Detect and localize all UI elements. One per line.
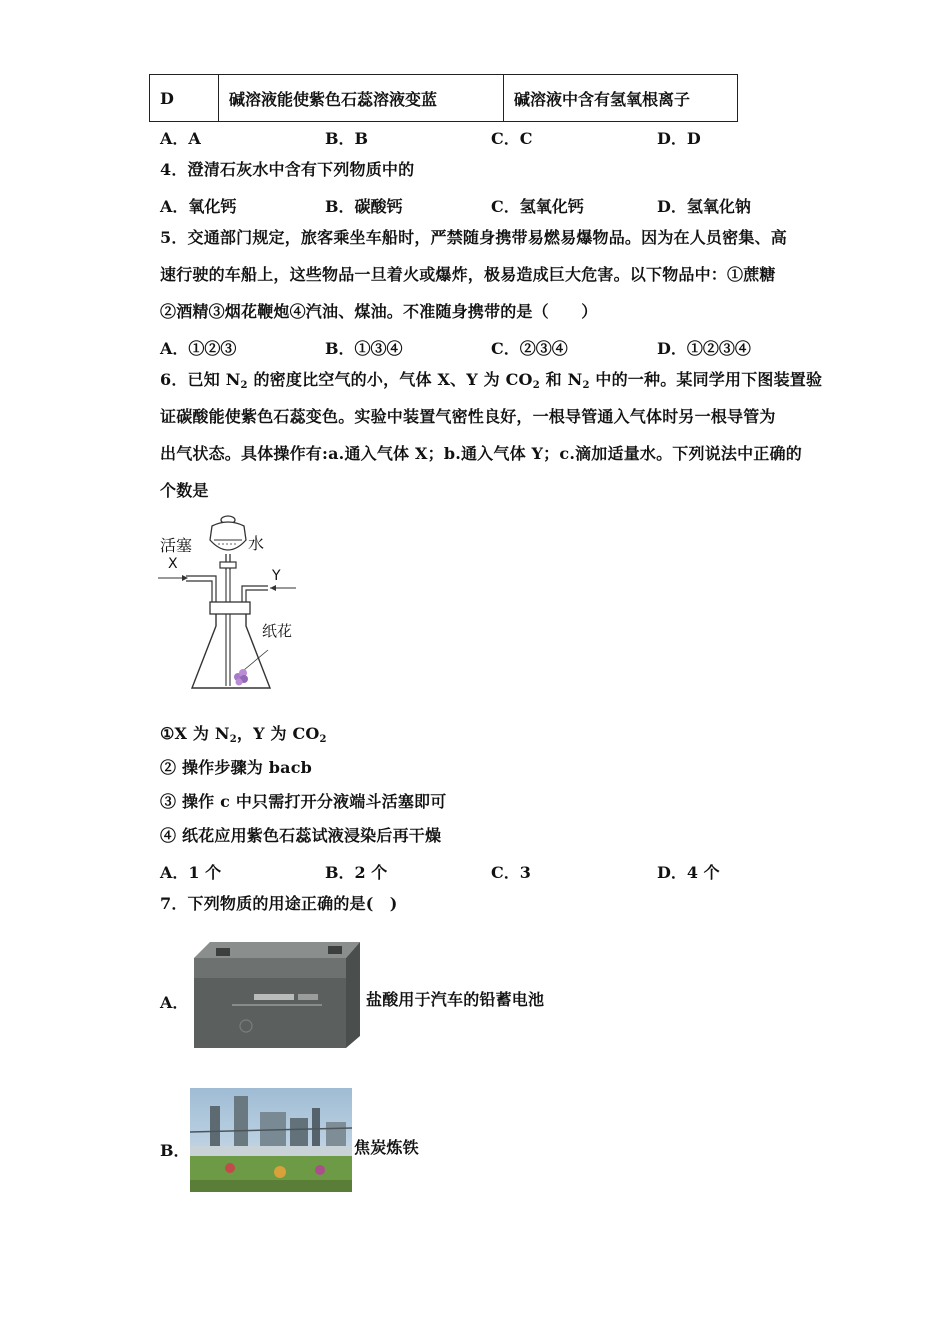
tower-icon	[234, 1096, 248, 1150]
conical-flask	[192, 614, 270, 688]
flowerbed-icon	[315, 1165, 325, 1175]
q6-line-1	[160, 370, 822, 396]
label-flower: 纸花	[262, 622, 293, 640]
q6-line-1-part: 中的一种。某同学用下图装置验	[589, 370, 823, 389]
paper-flower-icon	[234, 669, 248, 686]
statement-part: ，Y 为 CO	[236, 724, 320, 743]
q7-option-b-text: 焦炭炼铁	[354, 1138, 419, 1157]
table-cell-explanation: 碱溶液中含有氢氧根离子	[504, 75, 738, 122]
q5-option-c[interactable]: C．②③④	[491, 339, 568, 358]
q6-line-1-part: 的密度比空气的小，气体 X、Y 为 CO	[247, 370, 533, 389]
q6-option-d[interactable]: D．4 个	[657, 863, 720, 882]
y-tube	[246, 590, 268, 602]
table-cell-phenomenon: 碱溶液能使紫色石蕊溶液变蓝	[219, 75, 504, 122]
q6-statement-4: ④ 纸花应用紫色石蕊试液浸染后再干燥	[160, 826, 442, 845]
battery-brand-mark	[298, 994, 318, 1000]
statement-part: ①X 为 N	[160, 724, 230, 743]
q7-stem: 7．下列物质的用途正确的是( )	[160, 894, 398, 913]
q3-option-c[interactable]: C．C	[491, 129, 533, 148]
q6-line-3: 出气状态。具体操作有:a.通入气体 X；b.通入气体 Y；c.滴加适量水。下列说法中正确的	[160, 444, 802, 463]
flowerbed-icon	[225, 1163, 235, 1173]
battery-body	[194, 978, 346, 1048]
plant-base	[190, 1146, 352, 1156]
q5-option-b[interactable]: B．①③④	[325, 339, 403, 358]
q4-option-c[interactable]: C．氢氧化钙	[491, 197, 584, 216]
battery-brand-mark	[254, 994, 294, 1000]
q6-statement-1	[160, 724, 327, 750]
q5-option-a[interactable]: A．①②③	[160, 339, 237, 358]
flowerbed-icon	[274, 1166, 286, 1178]
battery-lid	[194, 958, 346, 978]
q7-option-b-label[interactable]: B．	[160, 1141, 190, 1160]
steel-plant-image	[190, 1088, 352, 1192]
q6-line-1-part: 6．已知 N	[160, 370, 241, 389]
q5-line-3: ②酒精③烟花鞭炮④汽油、煤油。不准随身携带的是（ ）	[160, 302, 598, 321]
table-cell-option: D	[150, 75, 219, 122]
subscript: 2	[229, 734, 237, 745]
terminal-icon	[328, 946, 342, 954]
q6-line-2: 证碳酸能使紫色石蕊变色。实验中装置气密性良好，一根导管通入气体时另一根导管为	[160, 407, 776, 426]
label-y: Y	[272, 568, 281, 584]
subscript: 2	[532, 380, 540, 391]
q6-option-c[interactable]: C．3	[491, 863, 531, 882]
flask-stopper	[210, 602, 250, 614]
q5-line-1: 5．交通部门规定，旅客乘坐车船时，严禁随身携带易燃易爆物品。因为在人员密集、高	[160, 228, 787, 247]
label-water: 水	[248, 534, 265, 553]
q4-option-b[interactable]: B．碳酸钙	[325, 197, 403, 216]
stopcock-icon	[220, 562, 236, 568]
q6-line-4: 个数是	[160, 481, 209, 500]
q6-option-a[interactable]: A．1 个	[160, 863, 222, 882]
answer-table	[149, 74, 738, 122]
q6-option-b[interactable]: B．2 个	[325, 863, 388, 882]
q5-line-2: 速行驶的车船上，这些物品一旦着火或爆炸，极易造成巨大危害。以下物品中：①蔗糖	[160, 265, 776, 284]
q4-option-a[interactable]: A．氧化钙	[160, 197, 237, 216]
battery-stripe	[232, 1004, 322, 1006]
q4-stem: 4．澄清石灰水中含有下列物质中的	[160, 160, 415, 179]
funnel-body	[210, 522, 246, 550]
q6-statement-3: ③ 操作 c 中只需打开分液端斗活塞即可	[160, 792, 447, 811]
building-icon	[326, 1122, 346, 1150]
lawn	[190, 1180, 352, 1192]
q7-option-a-text: 盐酸用于汽车的铅蓄电池	[366, 990, 545, 1009]
q4-option-d[interactable]: D．氢氧化钠	[657, 197, 751, 216]
q3-option-b[interactable]: B．B	[325, 129, 369, 148]
q3-option-a[interactable]: A．A	[160, 129, 201, 148]
battery-image	[188, 936, 364, 1052]
q3-option-d[interactable]: D．D	[657, 129, 701, 148]
terminal-icon	[216, 948, 230, 956]
q6-line-1-part: 和 N	[539, 370, 583, 389]
blast-furnace-icon	[260, 1112, 286, 1150]
q7-option-a-label[interactable]: A．	[160, 993, 189, 1012]
tower-icon	[210, 1106, 220, 1150]
q6-statement-2: ② 操作步骤为 bacb	[160, 758, 313, 777]
tower-icon	[290, 1118, 308, 1150]
subscript: 2	[582, 380, 590, 391]
x-tube	[186, 581, 212, 602]
subscript: 2	[319, 734, 327, 745]
subscript: 2	[240, 380, 248, 391]
battery-side	[346, 942, 360, 1048]
label-stopcock: 活塞	[160, 536, 193, 555]
label-x: X	[168, 556, 178, 572]
table-row	[150, 75, 738, 122]
q5-option-d[interactable]: D．①②③④	[657, 339, 751, 358]
y-arrowhead-icon	[270, 585, 276, 591]
